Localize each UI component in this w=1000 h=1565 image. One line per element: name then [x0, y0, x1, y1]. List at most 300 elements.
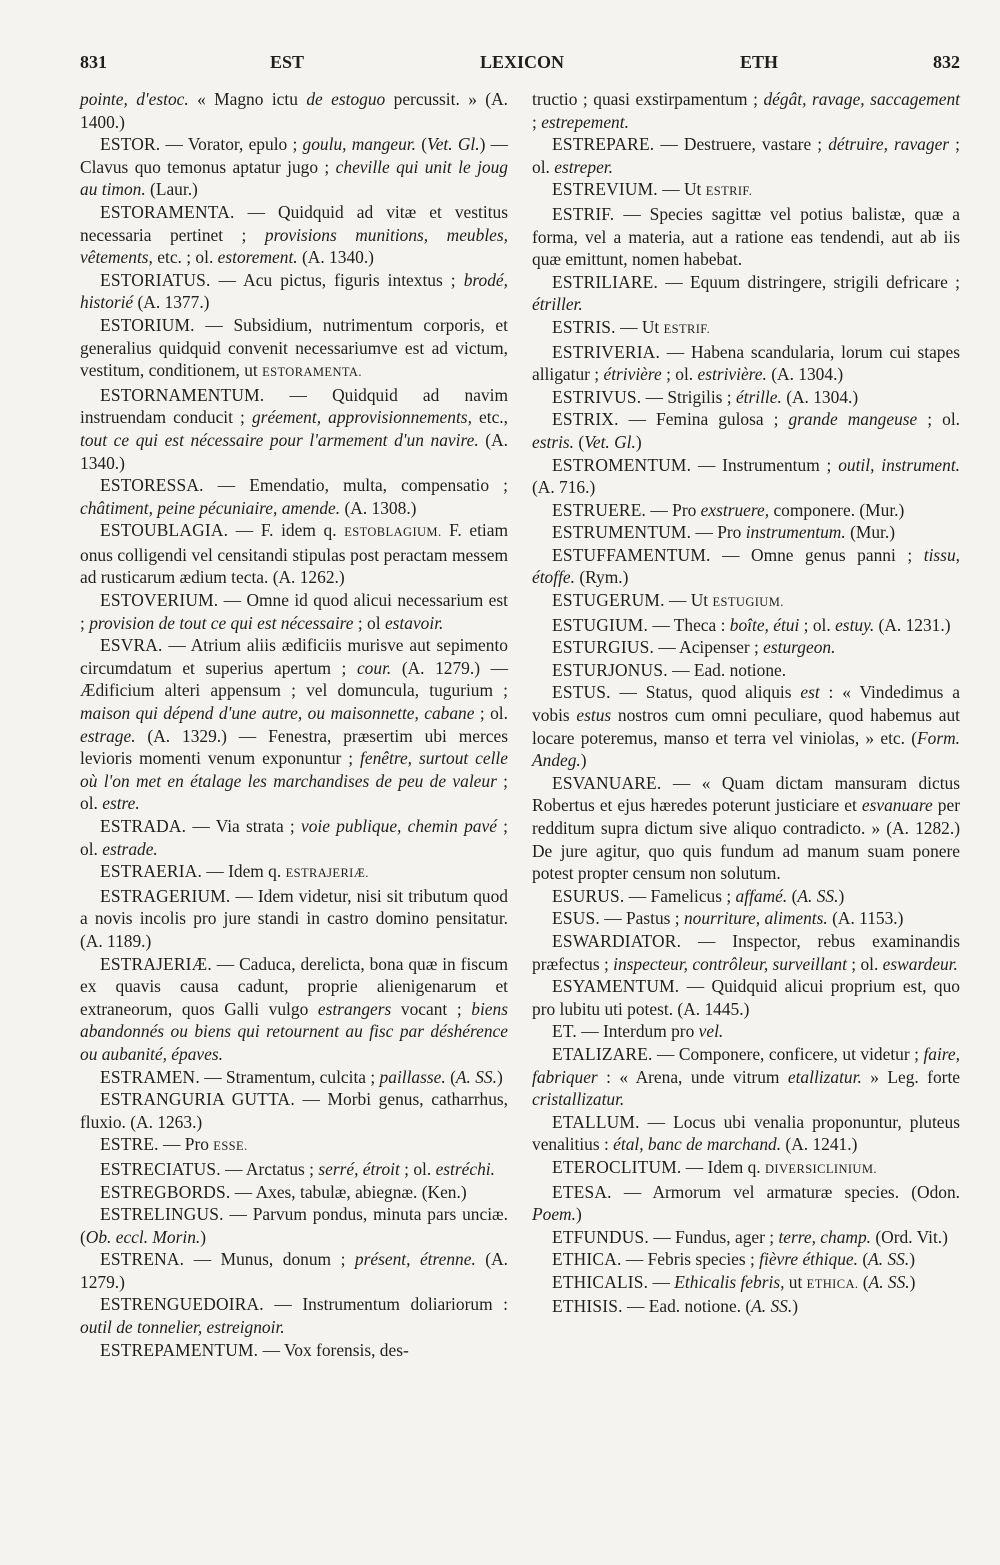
dictionary-entry: [532, 907, 960, 930]
entry-text: — Acipenser ;: [654, 637, 764, 658]
entry-french-gloss: estuy.: [835, 614, 875, 635]
dictionary-entry: [80, 133, 508, 201]
entry-text: » Leg. forte: [861, 1066, 960, 1087]
entry-text: (A. 1153.): [827, 908, 904, 929]
entry-text: — Axes, tabulæ, abiegnæ. (Ken.): [230, 1181, 467, 1202]
entry-cross-reference: ESTRAJERIÆ.: [285, 866, 369, 881]
dictionary-entry: [80, 314, 508, 384]
entry-headword: ESYAMENTUM.: [552, 976, 680, 997]
entry-text: (Ord. Vit.): [871, 1226, 948, 1247]
entry-headword: ESTUS.: [552, 682, 611, 703]
entry-french-gloss: outil, instrument.: [838, 454, 960, 475]
entry-headword: ESTORNAMENTUM.: [100, 384, 265, 405]
entry-text: — Pro: [158, 1134, 214, 1155]
entry-text: — Status, quod aliquis: [610, 682, 801, 703]
entry-text: (: [858, 1249, 869, 1270]
entry-text: ; ol.: [474, 703, 508, 724]
entry-french-gloss: grande mangeuse: [788, 409, 918, 430]
entry-text: ): [496, 1066, 503, 1087]
dictionary-entry: [80, 634, 508, 815]
entry-text: — Subsidium, nutrimentum corporis, et generalius quidquid convenit necessariumve est ad victum, vestitum, conditionem, ut: [80, 314, 508, 381]
left-page-number: 831: [80, 52, 107, 72]
dictionary-entry: [532, 975, 960, 1020]
entry-headword: ESTRADA.: [100, 816, 187, 836]
dictionary-entry: [532, 681, 960, 771]
entry-french-gloss: brodé, historié: [80, 269, 508, 313]
entry-text: (A. 1279.) — Ædificium alteri appensum ; vel domuncula, tugurium ;: [80, 657, 508, 701]
entry-headword: ESTRAMEN.: [100, 1066, 200, 1087]
entry-text: (A. 1377.): [133, 292, 210, 313]
entry-cross-reference: ESTOBLAGIUM.: [344, 525, 442, 540]
entry-headword: ESTRIX.: [552, 409, 619, 430]
entry-headword: ESVRA.: [100, 635, 163, 656]
dictionary-entry: [532, 1226, 960, 1249]
dictionary-entry: [532, 772, 960, 885]
entry-text: (: [415, 134, 428, 155]
entry-french-gloss: etallizatur.: [787, 1066, 862, 1087]
dictionary-entry: [532, 930, 960, 975]
dictionary-entry: [532, 454, 960, 499]
entry-french-gloss: esturgeon.: [763, 637, 836, 658]
entry-text: (A. 1231.): [874, 614, 951, 635]
entry-text: ; ol.: [80, 770, 508, 814]
entry-text: (A. 1279.): [80, 1249, 508, 1292]
entry-text: ;: [532, 111, 542, 132]
entry-french-gloss: estavoir.: [384, 612, 444, 633]
dictionary-entry: [80, 1339, 508, 1362]
entry-text: (: [787, 885, 798, 906]
entry-headword: ETEROCLITUM.: [552, 1156, 682, 1177]
entry-french-gloss: Vet. Gl.: [584, 431, 636, 452]
entry-french-gloss: boîte, étui: [729, 614, 800, 635]
entry-text: — Ead. notione.: [667, 659, 787, 680]
entry-text: — Omne id quod alicui necessarium est ;: [80, 590, 508, 633]
entry-french-gloss: estorement.: [217, 247, 298, 268]
entry-text: — Species sagittæ vel potius balistæ, quæ a forma, vel a materia, aut a ratione eas tendendi, aut ab iis quæ emittunt, nomen habebat.: [532, 203, 960, 270]
dictionary-entry: [532, 636, 960, 659]
entry-text: — Destruere, vastare ;: [654, 134, 829, 155]
entry-headword: ET.: [552, 1021, 577, 1042]
entry-text: — F. idem q.: [228, 520, 345, 541]
entry-french-gloss: nourriture, aliments.: [683, 908, 828, 929]
entry-headword: ETHICA.: [552, 1249, 622, 1270]
dictionary-entry: [532, 133, 960, 178]
entry-headword: ESTRANGURIA GUTTA.: [100, 1089, 295, 1110]
entry-text: —: [648, 1271, 675, 1292]
entry-text: — Equum distringere, strigili defricare ;: [658, 271, 960, 292]
entry-french-gloss: étrivière: [603, 364, 662, 385]
entry-french-gloss: exstruere,: [700, 499, 770, 520]
entry-text: — Ut: [615, 316, 664, 337]
entry-text: — Famelicus ;: [624, 885, 736, 906]
entry-text: (Laur.): [145, 179, 198, 200]
entry-text: — Pastus ;: [599, 908, 684, 929]
entry-french-gloss: estris.: [532, 431, 575, 452]
dictionary-entry: [80, 1203, 508, 1248]
dictionary-entry: [80, 589, 508, 634]
entry-french-gloss: détruire, ravager: [828, 134, 950, 155]
entry-headword: ESTOR.: [100, 134, 161, 155]
dictionary-entry: [532, 885, 960, 908]
entry-headword: ESTRIS.: [552, 316, 616, 337]
entry-text: — Theca :: [648, 614, 730, 635]
entry-headword: ESTURJONUS.: [552, 659, 668, 680]
entry-text: ut: [784, 1271, 807, 1292]
entry-cross-reference: ESSE.: [213, 1139, 248, 1154]
dictionary-entry: [532, 499, 960, 522]
entry-text: — Interdum pro: [576, 1021, 699, 1042]
entry-text: tructio ; quasi exstirpamentum ;: [532, 89, 764, 109]
entry-french-gloss: tissu, étoffe.: [532, 544, 960, 588]
entry-text: — Pro: [691, 522, 746, 543]
dictionary-entry: [532, 316, 960, 341]
entry-french-gloss: étrille.: [735, 386, 782, 407]
dictionary-entry: [532, 271, 960, 316]
entry-french-gloss: vel.: [698, 1021, 724, 1042]
entry-text: ; ol.: [799, 614, 836, 635]
entry-headword: ESTRIVERIA.: [552, 341, 660, 362]
entry-headword: ESTRAERIA.: [100, 861, 202, 882]
entry-headword: ETALIZARE.: [552, 1043, 653, 1064]
entry-text: ): [909, 1249, 915, 1270]
dictionary-entry: [532, 614, 960, 637]
entry-french-gloss: tout ce qui est nécessaire pour l'armement d'un navire.: [80, 429, 479, 450]
entry-french-gloss: estrangers: [317, 998, 392, 1019]
dictionary-entry: [80, 519, 508, 589]
entry-text: — Femina gulosa ;: [618, 409, 789, 430]
entry-text: ): [792, 1296, 799, 1317]
entry-text: ): [580, 750, 587, 771]
entry-french-gloss: Form. Andeg.: [532, 727, 960, 771]
entry-text: ; ol.: [917, 409, 960, 430]
entry-headword: ETFUNDUS.: [552, 1226, 649, 1247]
entry-french-gloss: Ethicalis febris,: [674, 1271, 785, 1292]
dictionary-entry: [80, 1293, 508, 1338]
entry-french-gloss: Vet. Gl.: [427, 134, 480, 155]
entry-headword: ESTRE.: [100, 1134, 159, 1155]
entry-french-gloss: outil de tonnelier, estreignoir.: [80, 1317, 285, 1338]
entry-text: percussit. » (A. 1400.): [80, 89, 508, 132]
entry-text: — Parvum pondus, minuta pars unciæ. (: [80, 1204, 508, 1247]
entry-french-gloss: provisions munitions, meubles, vêtements,: [80, 224, 508, 268]
entry-text: — Idem videtur, nisi sit tributum quod a novis incolis pro jure standi in castro domino pensitatur. (A. 1189.): [80, 885, 508, 951]
dictionary-entry: [532, 544, 960, 589]
entry-text: — Strigilis ;: [641, 386, 736, 407]
entry-french-gloss: affamé.: [735, 885, 788, 906]
dictionary-entry: [80, 474, 508, 519]
entry-text: (Mur.): [845, 522, 895, 543]
right-column: [532, 88, 960, 1318]
entry-text: — « Quam dictam mansuram dictus Robertus et ejus hæredes poterunt justiciare et: [532, 772, 960, 816]
entry-text: ; ol.: [399, 1158, 436, 1179]
entry-headword: ETESA.: [552, 1181, 612, 1202]
entry-text: — Febris species ;: [621, 1249, 760, 1270]
entry-text: ; ol.: [80, 816, 508, 859]
entry-french-gloss: estrade.: [102, 838, 158, 859]
right-page-number: 832: [933, 52, 960, 72]
entry-french-gloss: voie publique, chemin pavé: [300, 816, 497, 836]
entry-french-gloss: esvanuare: [861, 795, 933, 816]
dictionary-entry: [532, 1271, 960, 1296]
dictionary-entry: [532, 88, 960, 133]
entry-french-gloss: A. SS.: [797, 885, 839, 906]
dictionary-entry: [532, 589, 960, 614]
entry-text: (A. 1329.) — Fenestra, præsertim ubi merces levioris momenti venum exponuntur ;: [80, 725, 508, 769]
entry-text: — Inspector, rebus examinandis præfectus ;: [532, 930, 960, 974]
dictionary-entry: [532, 203, 960, 271]
entry-text: per redditum supra dictum sive aliquo contradicto. » (A. 1282.) De jure agitur, quo quis fundum ad manum suam ponere potest propter censum non solutum.: [532, 795, 960, 884]
entry-text: componere. (Mur.): [769, 499, 905, 520]
entry-text: ): [838, 885, 845, 906]
entry-french-gloss: estreper.: [554, 156, 613, 177]
entry-text: ): [635, 431, 642, 452]
entry-text: (A. 716.): [532, 477, 596, 498]
entry-text: — Quidquid ad vitæ et vestitus necessaria pertinet ;: [80, 201, 508, 245]
entry-french-gloss: A. SS.: [455, 1066, 497, 1087]
dictionary-entry: [80, 201, 508, 269]
entry-text: (: [445, 1066, 456, 1087]
entry-text: — Emendatio, multa, compensatio ;: [203, 475, 508, 496]
entry-french-gloss: paillasse.: [379, 1066, 446, 1087]
entry-cross-reference: DIVERSICLINIUM.: [765, 1161, 877, 1176]
left-column: [80, 88, 508, 1361]
entry-text: etc. ; ol.: [152, 247, 218, 268]
entry-text: ): [909, 1271, 916, 1292]
running-header: [80, 52, 960, 82]
dictionary-entry: [80, 1248, 508, 1293]
dictionary-entry: [532, 1295, 960, 1318]
dictionary-entry: [532, 178, 960, 203]
entry-french-gloss: dégât, ravage, saccagement: [763, 89, 960, 109]
entry-headword: ESTUGERUM.: [552, 590, 665, 611]
entry-text: (: [858, 1271, 869, 1292]
entry-french-gloss: cour.: [356, 657, 392, 678]
entry-text: — Quidquid ad navim instruendam conducit ;: [80, 384, 508, 428]
dictionary-entry: [532, 341, 960, 386]
entry-french-gloss: présent, étrenne.: [354, 1249, 476, 1270]
entry-text: vocant ;: [391, 998, 472, 1019]
entry-text: — Munus, donum ;: [184, 1249, 355, 1270]
entry-text: — Acu pictus, figuris intextus ;: [210, 269, 464, 290]
entry-french-gloss: eswardeur.: [882, 953, 958, 974]
lexicon-title: LEXICON: [480, 52, 565, 72]
entry-french-gloss: A. SS.: [868, 1271, 910, 1292]
entry-text: — Quidquid alicui proprium est, quo pro lubitu uti potest. (A. 1445.): [532, 976, 960, 1019]
dictionary-entry: [80, 1133, 508, 1158]
entry-headword: ETHISIS.: [552, 1296, 623, 1317]
entry-french-gloss: pointe, d'estoc.: [80, 89, 189, 109]
entry-text: (Rym.): [574, 567, 629, 588]
entry-headword: ESTRUMENTUM.: [552, 522, 692, 543]
entry-headword: ESTUFFAMENTUM.: [552, 544, 711, 565]
entry-headword: ESTOVERIUM.: [100, 590, 219, 611]
entry-text: ; ol.: [532, 134, 960, 177]
entry-french-gloss: inspecteur, contrôleur, surveillant: [613, 953, 847, 974]
entry-cross-reference: ESTRIF.: [705, 184, 753, 199]
entry-french-gloss: cheville qui unit le joug au timon.: [80, 156, 508, 200]
entry-text: (A. 1241.): [781, 1134, 858, 1155]
entry-text: F. etiam onus colligendi vel censitandi stipulas post peractam messem ad rusticarum ædium tecta. (A. 1262.): [80, 520, 508, 588]
entry-headword: ESTORAMENTA.: [100, 201, 235, 222]
entry-headword: ESTROMENTUM.: [552, 454, 692, 475]
entry-cross-reference: ESTORAMENTA.: [262, 365, 362, 380]
entry-text: nostros cum omni peculiare, quod habemus aut locare poteremus, manso et terra vel viniolas, » etc. (: [532, 705, 960, 748]
entry-text: — Idem q.: [202, 861, 286, 882]
dictionary-entry: [532, 408, 960, 453]
entry-cross-reference: ESTUGIUM.: [712, 595, 784, 610]
entry-french-gloss: étriller.: [532, 294, 583, 315]
entry-text: (: [574, 431, 585, 452]
dictionary-entry: [80, 384, 508, 474]
dictionary-entry: [80, 885, 508, 953]
entry-text: — Ut: [657, 179, 706, 200]
entry-text: (A. 1340.): [297, 247, 374, 268]
entry-headword: ESVANUARE.: [552, 772, 662, 793]
entry-text: — Instrumentum ;: [691, 454, 839, 475]
entry-headword: ESTRIF.: [552, 203, 615, 224]
entry-text: — Vox forensis, des-: [258, 1339, 409, 1360]
entry-text: — Locus ubi venalia proponuntur, pluteus venalitius :: [532, 1111, 960, 1155]
entry-french-gloss: provision de tout ce qui est nécessaire: [89, 612, 354, 633]
entry-headword: ESTRENA.: [100, 1249, 185, 1270]
left-guide-word: EST: [270, 52, 305, 72]
entry-headword: ESTRAJERIÆ.: [100, 953, 212, 974]
entry-cross-reference: ESTRIF.: [663, 321, 711, 336]
entry-french-gloss: faire, fabriquer: [532, 1043, 960, 1087]
entry-headword: ESTREVIUM.: [552, 179, 658, 200]
entry-headword: ETHICALIS.: [552, 1271, 649, 1292]
entry-french-gloss: cristallizatur.: [532, 1089, 625, 1110]
right-guide-word: ETH: [740, 52, 779, 72]
entry-headword: ESTORIUM.: [100, 314, 195, 335]
dictionary-entry: [80, 1158, 508, 1181]
entry-headword: ESTRAGERIUM.: [100, 885, 231, 906]
entry-headword: ESTRELINGUS.: [100, 1204, 224, 1225]
entry-french-gloss: fièvre éthique.: [759, 1249, 858, 1270]
entry-french-gloss: de estoguo: [306, 89, 386, 109]
dictionary-entry: [532, 1248, 960, 1271]
entry-text: — Vorator, epulo ;: [160, 134, 303, 155]
entry-french-gloss: estrage.: [80, 725, 136, 746]
entry-text: ): [200, 1226, 207, 1247]
entry-french-gloss: Poem.: [532, 1204, 576, 1225]
dictionary-entry: [532, 386, 960, 409]
entry-headword: ESTRUERE.: [552, 499, 647, 520]
entry-headword: ESUS.: [552, 908, 600, 929]
entry-text: — Fundus, ager ;: [648, 1226, 779, 1247]
entry-headword: ESTORESSA.: [100, 475, 204, 496]
entry-text: — Ut: [664, 590, 713, 611]
entry-headword: ESTURGIUS.: [552, 637, 655, 658]
entry-french-gloss: A. SS.: [751, 1296, 793, 1317]
entry-text: — Stramentum, culcita ;: [199, 1066, 380, 1087]
entry-cross-reference: ETHICA.: [806, 1276, 859, 1291]
entry-french-gloss: estrepement.: [541, 111, 629, 132]
entry-text: etc.,: [471, 407, 508, 428]
entry-headword: ESTRIVUS.: [552, 386, 642, 407]
entry-headword: ESURUS.: [552, 885, 625, 906]
entry-french-gloss: fenêtre, surtout celle où l'on met en étalage les marchandises de peu de valeur: [80, 748, 508, 791]
entry-headword: ESTORIATUS.: [100, 269, 211, 290]
entry-french-gloss: maison qui dépend d'une autre, ou maisonnette, cabane: [80, 703, 475, 724]
entry-text: — Componere, conficere, ut videtur ;: [652, 1043, 924, 1064]
entry-text: ): [575, 1204, 582, 1225]
entry-french-gloss: est: [800, 682, 820, 703]
dictionary-entry: [532, 1043, 960, 1111]
entry-headword: ESTUGIUM.: [552, 614, 648, 635]
dictionary-entry: [80, 88, 508, 133]
dictionary-entry: [80, 815, 508, 860]
entry-text: (A. 1304.): [766, 364, 844, 385]
entry-french-gloss: instrumentum.: [745, 522, 846, 543]
entry-text: — Ead. notione. (: [622, 1296, 752, 1317]
dictionary-entry: [532, 1111, 960, 1156]
entry-text: (A. 1304.): [781, 386, 859, 407]
dictionary-entry: [532, 1156, 960, 1181]
entry-text: ; ol: [353, 612, 385, 633]
entry-text: — Armorum vel armaturæ species. (Odon.: [611, 1181, 960, 1202]
entry-headword: ESTREPAMENTUM.: [100, 1339, 259, 1360]
entry-headword: ESTOUBLAGIA.: [100, 520, 229, 541]
entry-headword: ESTREPARE.: [552, 134, 655, 155]
entry-french-gloss: estrivière.: [697, 364, 767, 385]
entry-headword: ESTRECIATUS.: [100, 1158, 221, 1179]
dictionary-entry: [80, 1066, 508, 1089]
dictionary-entry: [80, 1088, 508, 1133]
entry-headword: ESTRENGUEDOIRA.: [100, 1294, 264, 1315]
entry-text: — Caduca, derelicta, bona quæ in fiscum ex quavis causa cadunt, proprie alienigenarum et extraneorum, quos Galli vulgo: [80, 953, 508, 1019]
entry-text: — Arctatus ;: [220, 1158, 319, 1179]
entry-french-gloss: châtiment, peine pécuniaire, amende.: [80, 497, 341, 518]
dictionary-entry: [80, 1181, 508, 1204]
entry-french-gloss: A. SS.: [868, 1249, 910, 1270]
entry-headword: ESWARDIATOR.: [552, 930, 682, 951]
entry-french-gloss: Ob. eccl. Morin.: [85, 1226, 201, 1247]
entry-text: : « Vindedimus a vobis: [532, 682, 960, 726]
entry-text: — Morbi genus, catharrhus, fluxio. (A. 1263.): [80, 1089, 508, 1132]
entry-french-gloss: gréement, approvisionnements,: [251, 407, 472, 428]
entry-text: (A. 1308.): [340, 497, 417, 518]
entry-text: « Magno ictu: [188, 89, 307, 109]
dictionary-entry: [80, 860, 508, 885]
entry-french-gloss: biens abandonnés ou biens qui retournent au fisc par déshérence ou aubanité, épaves.: [80, 998, 508, 1064]
entry-text: — Atrium aliis ædificiis murisve aut sepimento circumdatum et superius apertum ;: [80, 635, 508, 678]
entry-french-gloss: estréchi.: [435, 1158, 495, 1179]
entry-text: — Idem q.: [681, 1156, 765, 1177]
entry-text: ; ol.: [661, 364, 698, 385]
entry-french-gloss: estre.: [102, 793, 140, 814]
entry-text: ; ol.: [846, 953, 883, 974]
dictionary-entry: [532, 521, 960, 544]
dictionary-entry: [532, 659, 960, 682]
entry-french-gloss: goulu, mangeur.: [302, 134, 416, 155]
entry-text: — Habena scandularia, lorum cui stapes alligatur ;: [532, 341, 960, 385]
entry-french-gloss: serré, étroit: [318, 1158, 400, 1179]
entry-text: (A. 1340.): [80, 429, 508, 473]
entry-french-gloss: terre, champ.: [778, 1226, 872, 1247]
entry-text: ) — Clavus quo temonus aptatur jugo ;: [80, 134, 509, 177]
entry-french-gloss: estus: [576, 705, 612, 726]
entry-headword: ESTREGBORDS.: [100, 1181, 231, 1202]
entry-text: : « Arena, unde vitrum: [597, 1066, 788, 1087]
dictionary-entry: [532, 1181, 960, 1226]
entry-headword: ETALLUM.: [552, 1111, 640, 1132]
entry-french-gloss: étal, banc de marchand.: [613, 1134, 782, 1155]
entry-text: — Omne genus panni ;: [710, 544, 924, 565]
dictionary-entry: [80, 269, 508, 314]
dictionary-entry: [532, 1020, 960, 1043]
entry-text: — Via strata ;: [186, 816, 301, 836]
